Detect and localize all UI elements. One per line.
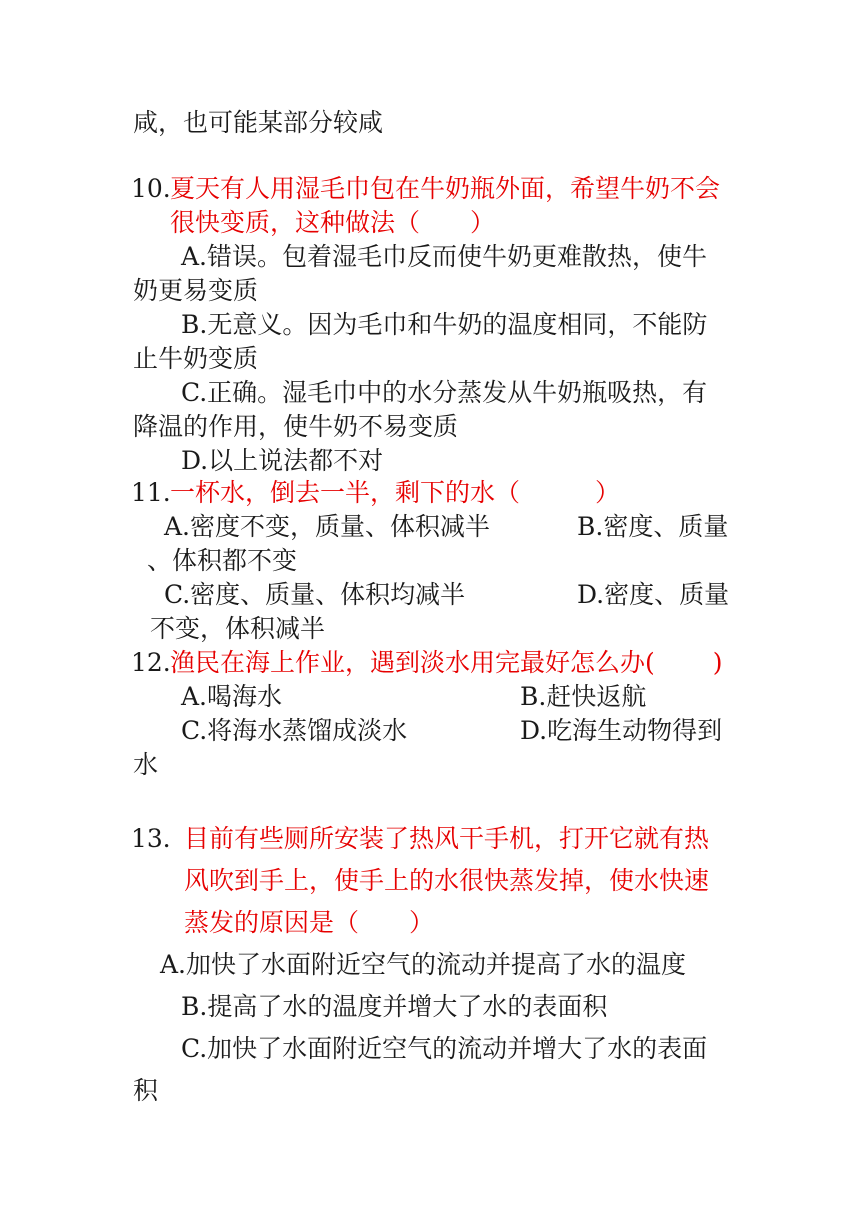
- option-b: B.密度、质量: [577, 512, 729, 541]
- option-c: C.将海水蒸馏成淡水: [181, 716, 408, 745]
- option-b: 、体积都不变: [147, 546, 298, 575]
- question-number: 11.: [131, 478, 171, 507]
- question-number: 10.: [131, 174, 171, 203]
- question-stem: 很快变质，这种做法（ ）: [170, 208, 496, 237]
- question-stem: 夏天有人用湿毛巾包在牛奶瓶外面，希望牛奶不会: [170, 174, 721, 203]
- option-b: B.赶快返航: [520, 682, 647, 711]
- option-d: D.以上说法都不对: [181, 446, 384, 475]
- question-number: 12.: [131, 648, 171, 677]
- option-c: C.密度、质量、体积均减半: [164, 580, 466, 609]
- continuation-text: 咸，也可能某部分较咸: [133, 108, 384, 137]
- question-stem: 一杯水，倒去一半，剩下的水（ ）: [170, 478, 621, 507]
- question-number: 13．: [131, 824, 188, 853]
- option-d: D.吃海生动物得到: [520, 716, 723, 745]
- option-d: 不变，体积减半: [150, 614, 326, 643]
- option-b: 止牛奶变质: [133, 344, 259, 373]
- option-b: B.提高了水的温度并增大了水的表面积: [181, 992, 608, 1021]
- question-stem: 渔民在海上作业，遇到淡水用完最好怎么办( ): [170, 648, 723, 677]
- question-stem: 目前有些厕所安装了热风干手机，打开它就有热: [184, 824, 710, 853]
- option-c: 降温的作用，使牛奶不易变质: [133, 412, 459, 441]
- option-c: C.加快了水面附近空气的流动并增大了水的表面: [181, 1034, 708, 1063]
- option-d: 水: [133, 750, 159, 779]
- option-c: C.正确。湿毛巾中的水分蒸发从牛奶瓶吸热，有: [181, 378, 708, 407]
- question-stem: 风吹到手上，使手上的水很快蒸发掉，使水快速: [184, 866, 710, 895]
- option-a: A.加快了水面附近空气的流动并提高了水的温度: [160, 950, 687, 979]
- option-b: B.无意义。因为毛巾和牛奶的温度相同，不能防: [181, 310, 708, 339]
- option-a: A.喝海水: [181, 682, 283, 711]
- option-a: A.密度不变，质量、体积减半: [164, 512, 491, 541]
- option-a: 奶更易变质: [133, 276, 259, 305]
- question-stem: 蒸发的原因是（ ）: [184, 908, 435, 937]
- option-a: A.错误。包着湿毛巾反而使牛奶更难散热，使牛: [181, 242, 708, 271]
- option-d: D.密度、质量: [577, 580, 730, 609]
- option-c: 积: [133, 1076, 159, 1105]
